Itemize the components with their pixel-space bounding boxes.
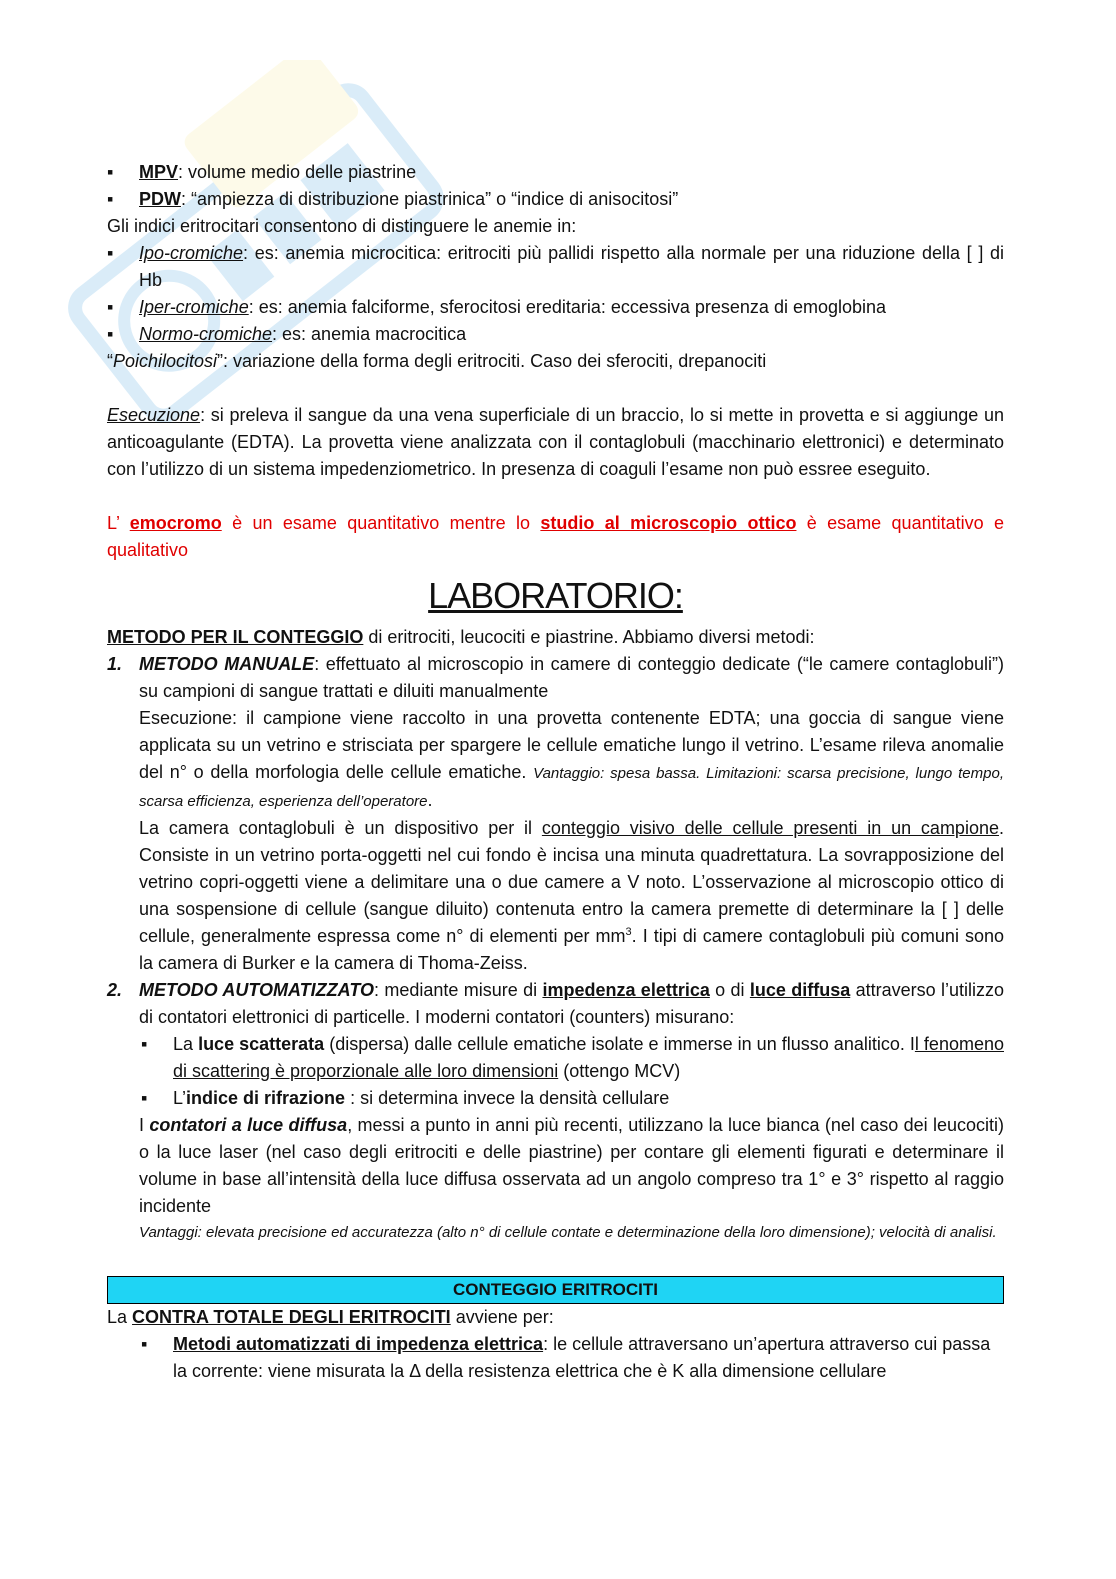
poichilocitosi: “Poichilocitosi”: variazione della forma degli eritrociti. Caso dei sferociti, drepanociti (107, 351, 767, 371)
metodo-automatizzato: 2. METODO AUTOMATIZZATO: mediante misure di impedenza elettrica o di luce diffusa attraverso l’utilizzo di contatori elettronici di particelle. I moderni contatori (counters) misurano: (107, 980, 1004, 1027)
indici-intro: Gli indici eritrocitari consentono di distinguere le anemie in: (107, 216, 577, 236)
list-item: ▪ PDW: “ampiezza di distribuzione piastrinica” o “indice di anisocitosi” (107, 186, 1004, 213)
term-pdw: PDW (139, 189, 181, 209)
metodo-manuale: 1. METODO MANUALE: effettuato al microscopio in camere di conteggio dedicate (“le camere contaglobuli”) su campioni di sangue trattati e diluiti manualmente Esecuzione: il campione viene raccolto in una provetta contenente EDTA; una goccia di sangue viene applicata su un vetrino e strisciata per spargere le cellule ematiche lungo il vetrino. L’esame rileva anomalie del n° o della morfologia delle cellule ematiche. Vantaggio: spesa bassa. Limitazioni: scarsa precisione, lungo tempo, scarsa efficienza, esperienza dell’operatore. La camera contaglobuli è un dispositivo per il conteggio visivo delle cellule presenti in un campione. Consiste in un vetrino porta-oggetti nel cui fondo è incisa una minuta quadrettatura. La sovrapposizione del vetrino copri-oggetti viene a delimitare una o due camere a V noto. L’osservazione al microscopio ottico di una sospensione di cellule (sangue diluito) contenuta entro la camera premette di determinare la [ ] delle cellule, generalmente espressa come n° di elementi per $mm^3$. I tipi di camere contaglobuli più comuni sono la camera di Burker e la camera di Thoma-Zeiss. (107, 654, 1004, 973)
document-page (107, 159, 1004, 1385)
contatori-paragraph: I contatori a luce diffusa, messi a punto in anni più recenti, utilizzano la luce bianca (nel caso dei leucociti) o la luce laser (nel caso degli eritrociti e delle piastrine) per contare gli elementi figurati e determinare il volume in base all’intensità della luce diffusa osservata ad un angolo compreso tra 1° e 3° rispetto al raggio incidente (139, 1115, 1004, 1216)
esecuzione-paragraph: Esecuzione: si preleva il sangue da una vena superficiale di un braccio, lo si mette in provetta e si aggiunge un anticoagulante (EDTA). La provetta viene analizzata con il contaglobuli (macchinario elettronici) e determinato con l’utilizzo di un sistema impedenziometrico. In presenza di coaguli l’esame non può essree eseguito. (107, 405, 1004, 479)
red-note: L’ emocromo è un esame quantitativo mentre lo studio al microscopio ottico è esame quantitativo e qualitativo (107, 513, 1004, 560)
list-item: ▪ Iper-cromiche: es: anemia falciforme, sferocitosi ereditaria: eccessiva presenza di emoglobina (107, 294, 1004, 321)
vantaggi-note: Vantaggi: elevata precisione ed accuratezza (alto n° di cellule contate e determinazione della loro dimensione); velocità di analisi. (139, 1224, 997, 1241)
list-item: ▪ MPV: volume medio delle piastrine (107, 159, 1004, 186)
list-item: ▪ L’indice di rifrazione : si determina invece la densità cellulare (107, 1085, 1004, 1112)
list-item: ▪ La luce scatterata (dispersa) dalle cellule ematiche isolate e immerse in un flusso analitico. Il fenomeno di scattering è proporzionale alle loro dimensioni (ottengo MCV) (107, 1031, 1004, 1085)
list-item: ▪ Metodi automatizzati di impedenza elettrica: le cellule attraversano un’apertura attraverso cui passa la corrente: viene misurata la Δ della resistenza elettrica che è K alla dimensione cellulare (107, 1331, 1004, 1385)
conta-intro: La CONTRA TOTALE DEGLI ERITROCITI avviene per: (107, 1307, 554, 1327)
metodo-intro: METODO PER IL CONTEGGIO di eritrociti, leucociti e piastrine. Abbiamo diversi metodi: (107, 627, 815, 647)
list-item: ▪ Ipo-cromiche: es: anemia microcitica: eritrociti più pallidi rispetto alla normale per una riduzione della [ ] di Hb (107, 240, 1004, 294)
term-mpv: MPV (139, 162, 179, 182)
list-item: ▪ Normo-cromiche: es: anemia macrocitica (107, 321, 1004, 348)
section-banner: CONTEGGIO ERITROCITI (107, 1276, 1004, 1304)
page-title: LABORATORIO: (428, 575, 683, 616)
